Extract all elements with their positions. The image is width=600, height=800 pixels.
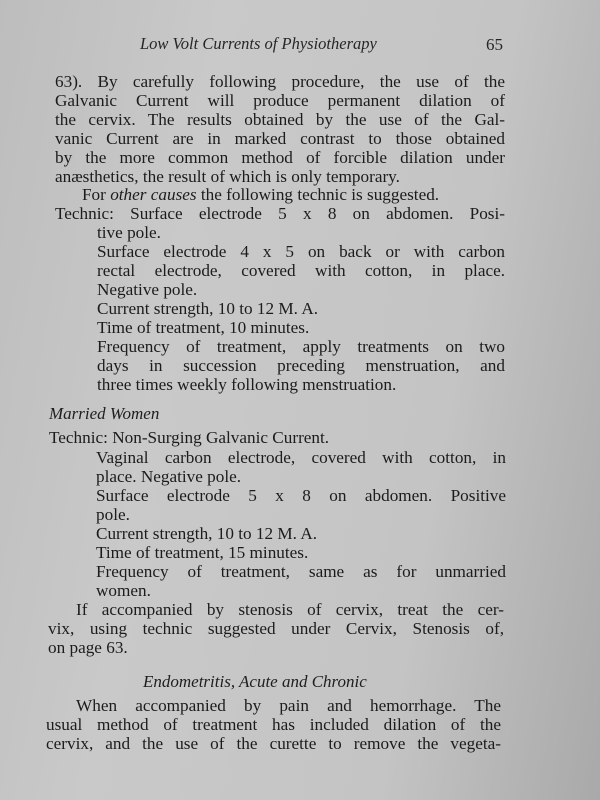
paragraph-line: usual method of treatment has included dilation of the (46, 715, 501, 734)
technic-line: Surface electrode 4 x 5 on back or with carbon (97, 242, 505, 261)
technic-line: Technic: Surface electrode 5 x 8 on abdomen. Posi- (55, 204, 505, 223)
paragraph-line: anæsthetics, the result of which is only temporary. (55, 167, 400, 186)
technic-line: tive pole. (97, 223, 161, 242)
text-span: the following technic is suggested. (196, 185, 440, 204)
technic-line: Negative pole. (97, 280, 198, 299)
paragraph-line: on page 63. (48, 638, 128, 657)
technic-line: Time of treatment, 10 minutes. (97, 318, 310, 337)
paragraph-line: Galvanic Current will produce permanent dilation of (55, 91, 505, 110)
technic-line: Time of treatment, 15 minutes. (96, 543, 309, 562)
technic-line: days in succession preceding menstruation, and (97, 356, 505, 375)
technic-line: three times weekly following menstruation. (97, 375, 397, 394)
technic-line: Current strength, 10 to 12 M. A. (96, 524, 318, 543)
technic-line: Frequency of treatment, same as for unmarried (96, 562, 506, 581)
paragraph-line: vix, using technic suggested under Cervix, Stenosis of, (48, 619, 504, 638)
emphasis-text: other causes (110, 185, 197, 204)
section-heading: Married Women (49, 404, 160, 423)
section-heading: Endometritis, Acute and Chronic (143, 672, 367, 691)
technic-line: Vaginal carbon electrode, covered with cotton, in (96, 448, 506, 467)
page-number: 65 (486, 35, 503, 54)
paragraph-line: by the more common method of forcible dilation under (55, 148, 505, 167)
technic-line: Technic: Non-Surging Galvanic Current. (49, 428, 330, 447)
paragraph-line: 63). By carefully following procedure, the use of the (55, 72, 505, 91)
paragraph-line: When accompanied by pain and hemorrhage. The (76, 696, 501, 715)
technic-line: place. Negative pole. (96, 467, 242, 486)
technic-line: women. (96, 581, 151, 600)
paragraph-line: vanic Current are in marked contrast to those obtained (55, 129, 505, 148)
technic-line: Surface electrode 5 x 8 on abdomen. Positive (96, 486, 506, 505)
technic-line: Frequency of treatment, apply treatments on two (97, 337, 505, 356)
running-title: Low Volt Currents of Physiotherapy (140, 34, 377, 53)
technic-line: Current strength, 10 to 12 M. A. (97, 299, 319, 318)
technic-line: pole. (96, 505, 130, 524)
technic-line: rectal electrode, covered with cotton, in place. (97, 261, 505, 280)
paragraph-line: If accompanied by stenosis of cervix, treat the cer- (76, 600, 504, 619)
paragraph-line: cervix, and the use of the curette to remove the vegeta- (46, 734, 501, 753)
other-causes-line (82, 185, 439, 205)
text-span: For (82, 185, 111, 204)
paragraph-line: the cervix. The results obtained by the use of the Gal- (55, 110, 505, 129)
